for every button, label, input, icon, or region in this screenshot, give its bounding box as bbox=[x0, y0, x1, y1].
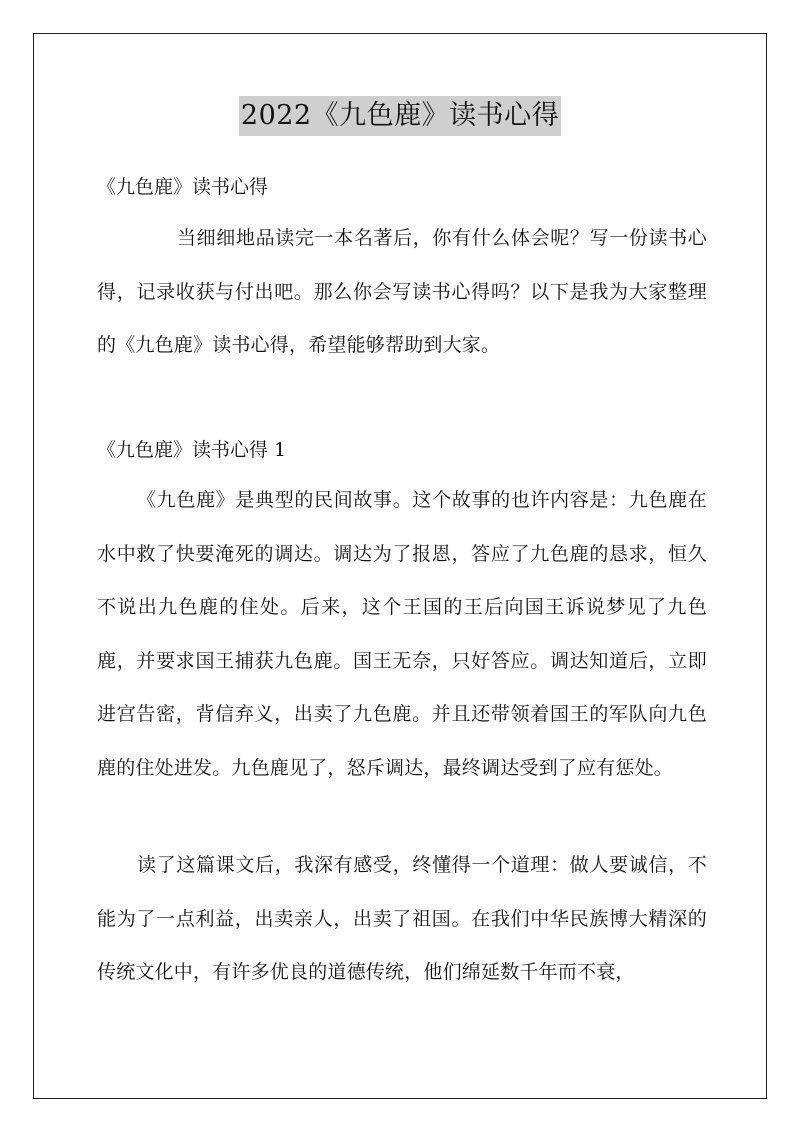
document-subtitle: 《九色鹿》读书心得 bbox=[97, 176, 269, 198]
section-heading: 《九色鹿》读书心得 1 bbox=[97, 439, 287, 461]
body-paragraph-1: 《九色鹿》是典型的民间故事。这个故事的也许内容是：九色鹿在水中救了快要淹死的调达。调达为了报恩，答应了九色鹿的恳求，恒久不说出九色鹿的住处。后来，这个王国的王后向国王诉说梦见了九色鹿，并要求国王捕获九色鹿。国王无奈，只好答应。调达知道后，立即进宫告密，背信弃义，出卖了九色鹿。并且还带领着国王的军队向九色鹿的住处进发。九色鹿见了，怒斥调达，最终调达受到了应有惩处。 bbox=[97, 489, 707, 779]
document-title: 2022《九色鹿》读书心得 bbox=[239, 96, 561, 136]
title-container bbox=[0, 96, 800, 136]
body-paragraph-2: 读了这篇课文后，我深有感受，终懂得一个道理：做人要诚信，不能为了一点利益，出卖亲人，出卖了祖国。在我们中华民族博大精深的传统文化中，有许多优良的道德传统，他们绵延数千年而不衰， bbox=[97, 854, 707, 983]
intro-paragraph: 当细细地品读完一本名著后，你有什么体会呢？写一份读书心得，记录收获与付出吧。那么你会写读书心得吗？以下是我为大家整理的《九色鹿》读书心得，希望能够帮助到大家。 bbox=[97, 227, 707, 356]
